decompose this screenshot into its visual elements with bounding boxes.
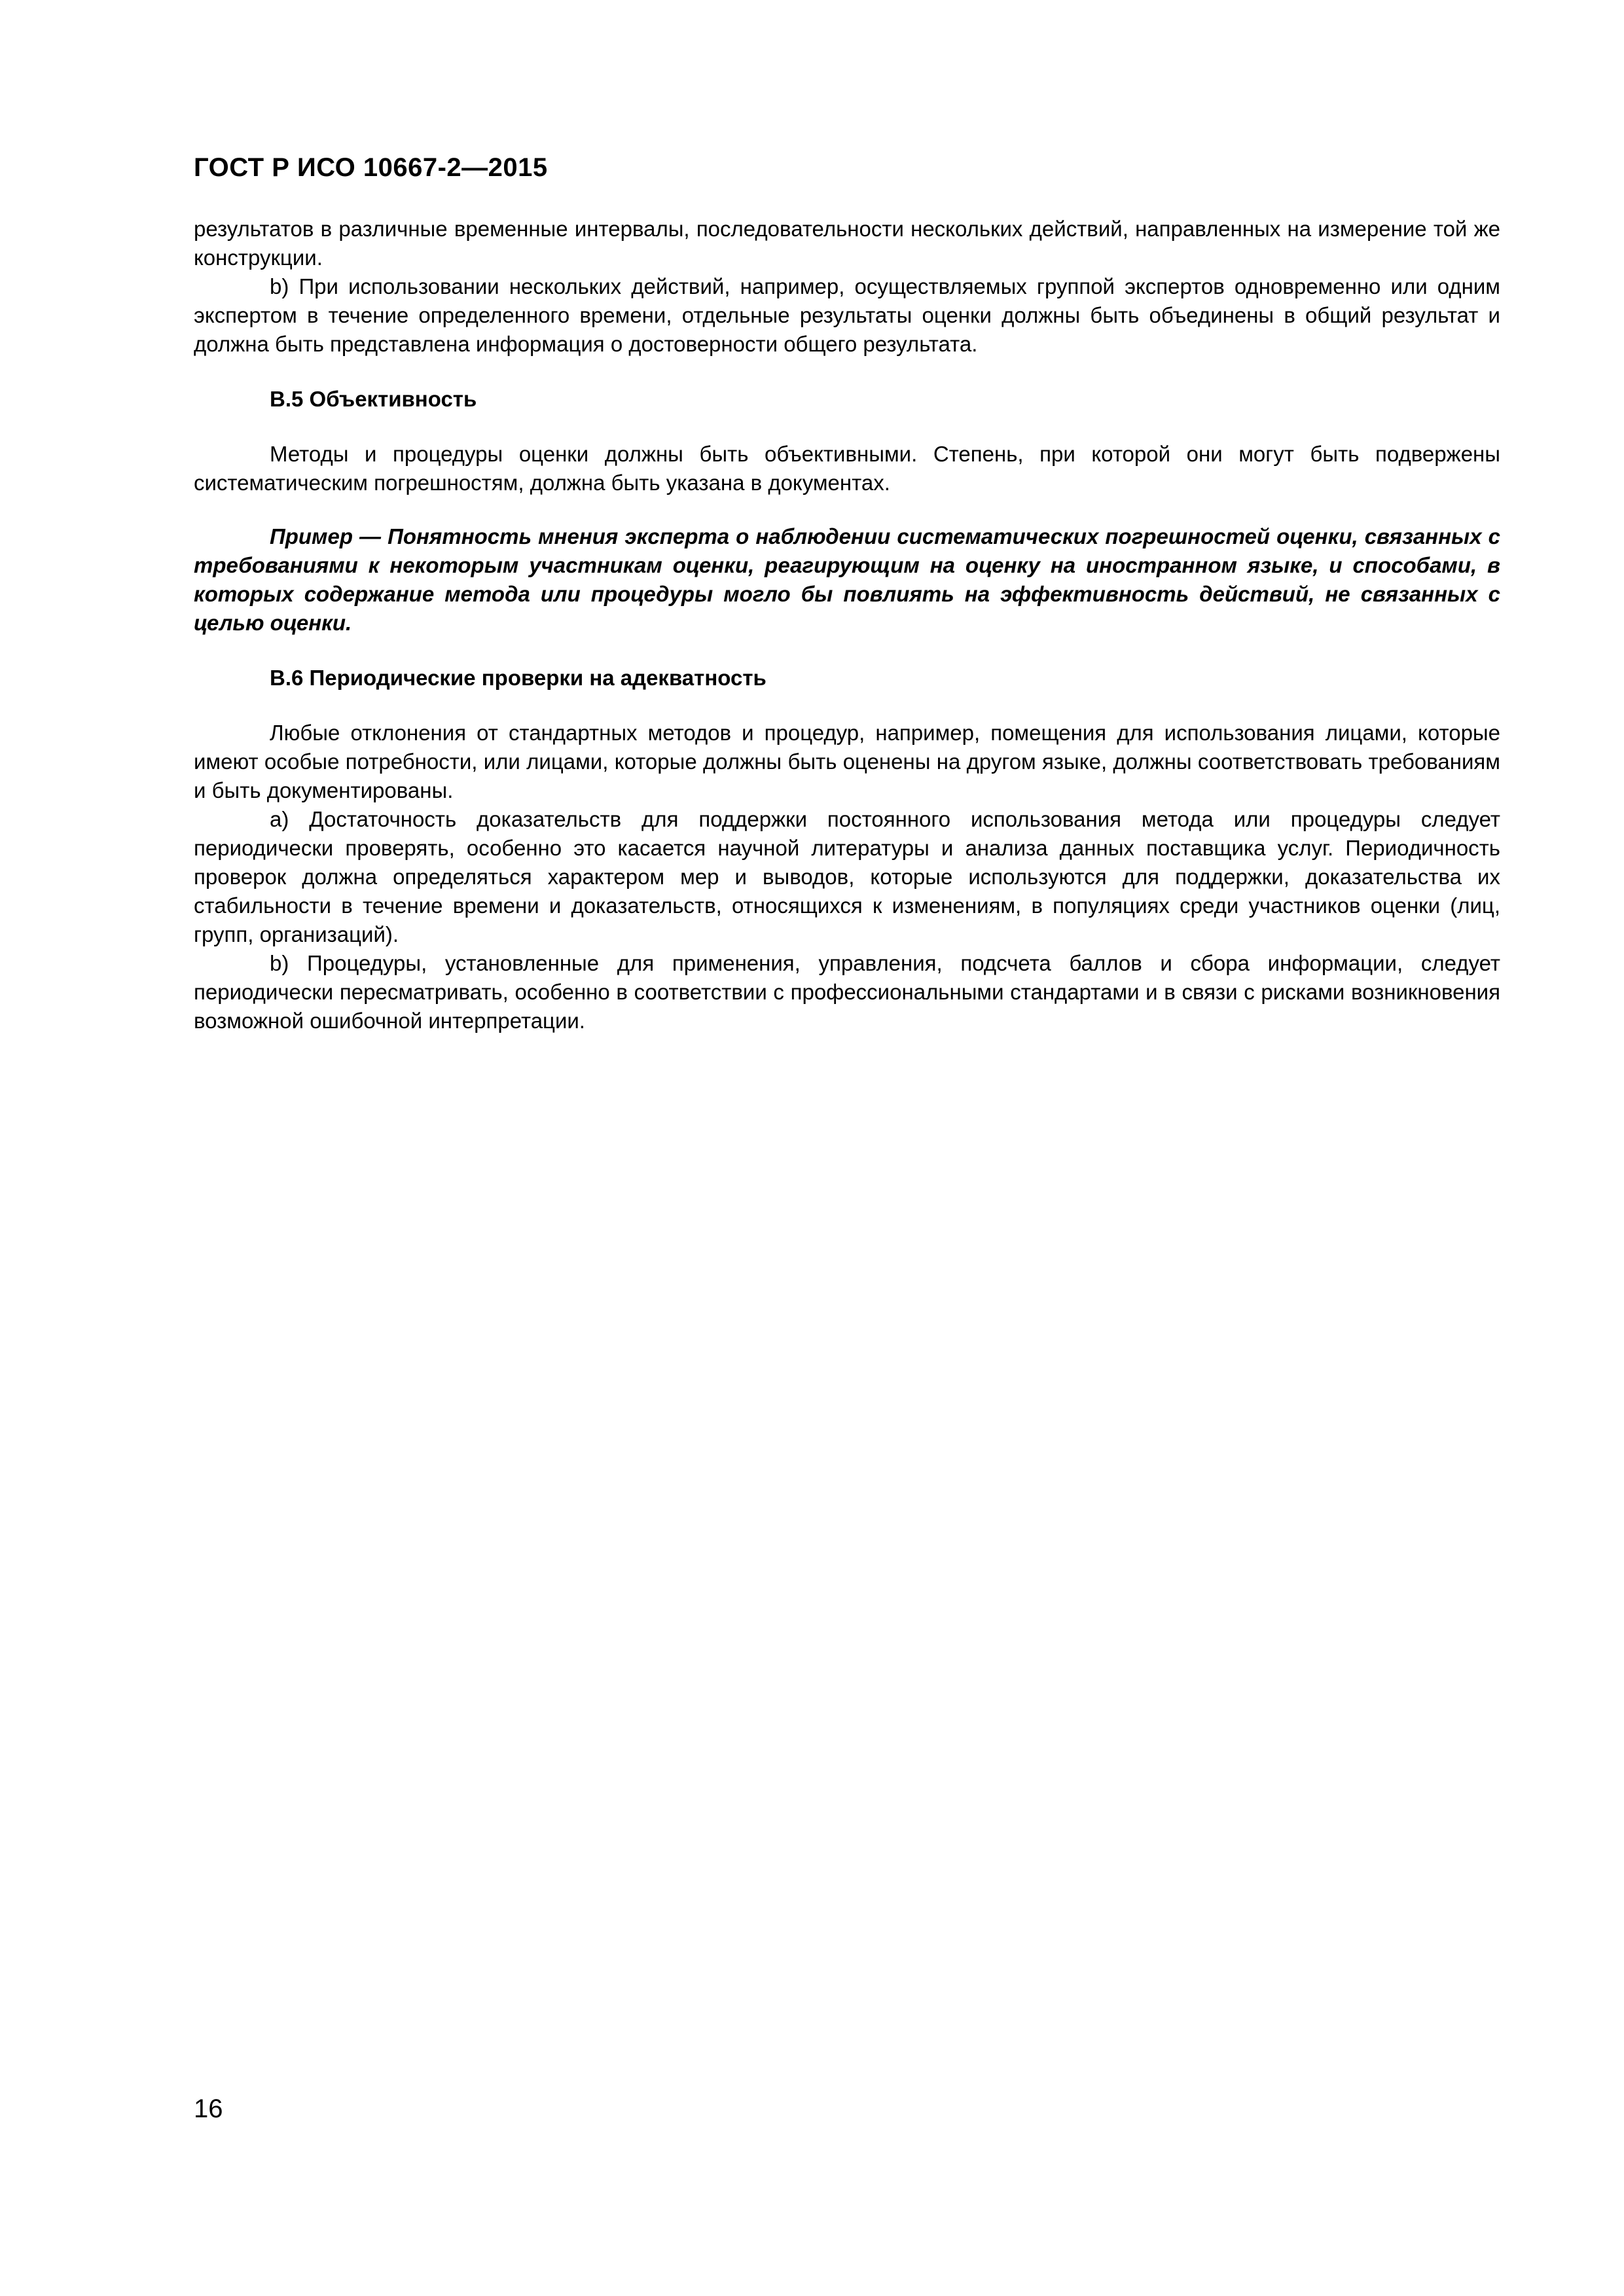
section-heading-b6: В.6 Периодические проверки на адекватность: [270, 666, 767, 690]
section-heading-b5: В.5 Объективность: [270, 387, 477, 411]
page-number: 16: [194, 2094, 223, 2123]
example-paragraph: Пример — Понятность мнения эксперта о наблюдении систематических погрешностей оценки, связанных с требованиями к некоторым участникам оценки, реагирующим на оценку на иностранном языке, и способами, в которых содержание метода или процедуры могло бы повлиять на эффективность действий, не связанных с целью оценки.: [194, 524, 1500, 635]
paragraph-item-b2: b) Процедуры, установленные для применения, управления, подсчета баллов и сбора информации, следует периодически пересматривать, особенно в соответствии с профессиональными стандартами и в связи с рисками возникновения возможной ошибочной интерпретации.: [194, 951, 1500, 1033]
document-body: [194, 215, 1500, 1035]
paragraph-item-b: b) При использовании нескольких действий, например, осуществляемых группой экспертов одновременно или одним экспертом в течение определенного времени, отдельные результаты оценки должны быть объединены в общий результат и должна быть представлена информация о достоверности общего результата.: [194, 274, 1500, 356]
paragraph-objectivity: Методы и процедуры оценки должны быть объективными. Степень, при которой они могут быть подвержены систематическим погрешностям, должна быть указана в документах.: [194, 442, 1500, 495]
paragraph-continuation: результатов в различные временные интервалы, последовательности нескольких действий, направленных на измерение той же конструкции.: [194, 217, 1500, 270]
document-header: ГОСТ Р ИСО 10667-2—2015: [194, 153, 548, 182]
paragraph-item-a: a) Достаточность доказательств для поддержки постоянного использования метода или процедуры следует периодически проверять, особенно это касается научной литературы и анализа данных поставщика услуг. Периодичность проверок должна определяться характером мер и выводов, которые используются для поддержки, доказательства их стабильности в течение времени и доказательств, относящихся к изменениям, в популяциях среди участников оценки (лиц, групп, организаций).: [194, 807, 1500, 946]
paragraph-deviations: Любые отклонения от стандартных методов и процедур, например, помещения для использования лицами, которые имеют особые потребности, или лицами, которые должны быть оценены на другом языке, должны соответствовать требованиям и быть документированы.: [194, 721, 1500, 802]
